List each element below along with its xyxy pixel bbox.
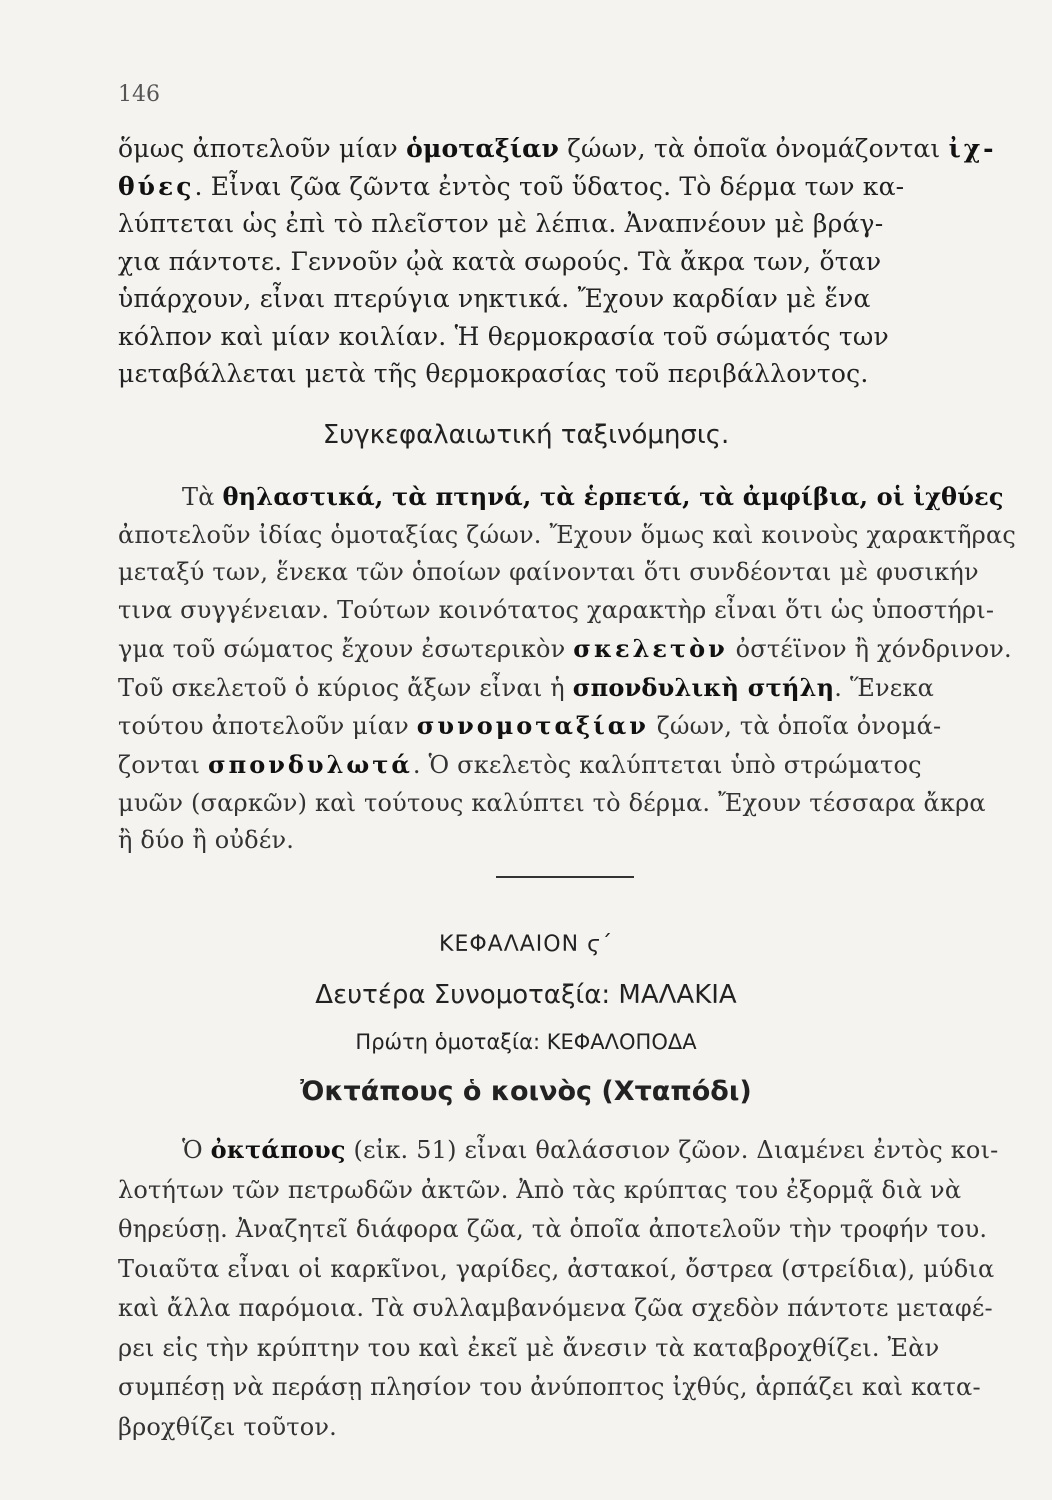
text-line: θηρεύσῃ. Ἀναζητεῖ διάφορα ζῶα, τὰ ὁποῖα ἀποτελοῦν τὴν τροφήν του.: [118, 1215, 988, 1243]
text-line: μυῶν (σαρκῶν) καὶ τούτους καλύπτει τὸ δέρμα. Ἔχουν τέσσαρα ἄκρα: [118, 788, 986, 817]
spaced-term: συνομοταξίαν: [416, 711, 649, 741]
spaced-term: σκελετὸν: [573, 633, 728, 663]
text-run: γμα τοῦ σώματος ἔχουν ἐσωτερικὸν: [118, 634, 574, 663]
text-line: ἢ δύο ἢ οὐδέν.: [118, 826, 295, 855]
paragraph-fish-description: [118, 130, 997, 393]
summary-heading: Συγκεφαλαιωτική ταξινόμησις.: [322, 420, 730, 450]
text-run: (εἰκ. 51) εἶναι θαλάσσιον ζῶον. Διαμένει ἐντὸς κοι-: [345, 1136, 999, 1164]
bold-term: ὀκτάπους: [210, 1135, 346, 1164]
text-line: συμπέσῃ νὰ περάσῃ πλησίον του ἀνύποπτος ἰχθύς, ἁρπάζει καὶ κατα-: [118, 1373, 981, 1401]
text-run: ζώων, τὰ ὁποῖα ὀνομάζονται: [559, 134, 949, 163]
text-run: ζώων, τὰ ὁποῖα ὀνομά-: [648, 712, 942, 741]
section-title: Ὀκτάπους ὁ κοινὸς (Χταπόδι): [300, 1076, 752, 1107]
text-line: [118, 478, 1004, 517]
text-line: ρει εἰς τὴν κρύπτην του καὶ ἐκεῖ μὲ ἄνεσιν τὰ καταβροχθίζει. Ἐὰν: [118, 1333, 940, 1362]
text-line: [118, 707, 990, 746]
text-run: Τὰ: [182, 483, 223, 511]
text-run: τούτου ἀποτελοῦν μίαν: [118, 712, 417, 741]
class-heading: Πρώτη ὁμοταξία: ΚΕΦΑΛΟΠΟΔΑ: [355, 1030, 697, 1054]
text-line: βροχθίζει τοῦτον.: [118, 1412, 337, 1441]
bold-term: σπονδυλικὴ στήλη: [572, 672, 835, 702]
chapter-heading: ΚΕΦΑΛΑΙΟΝ ϛ΄: [439, 932, 613, 957]
text-line: [118, 130, 997, 168]
text-line: κόλπον καὶ μίαν κοιλίαν. Ἡ θερμοκρασία τοῦ σώματός των: [118, 321, 889, 351]
text-line: λύπτεται ὡς ἐπὶ τὸ πλεῖστον μὲ λέπια. Ἀναπνέουν μὲ βράγ-: [118, 209, 884, 238]
paragraph-octopus: [118, 1130, 999, 1447]
text-run: ὅμως ἀποτελοῦν μίαν: [118, 134, 407, 163]
text-line: [118, 168, 990, 206]
text-line: ἀποτελοῦν ἰδίας ὁμοταξίας ζώων. Ἔχουν ὅμως καὶ κοινοὺς χαρακτῆρας: [118, 520, 1017, 549]
spaced-term: σπονδυλωτά: [207, 749, 413, 779]
text-line: καὶ ἄλλα παρόμοια. Τὰ συλλαμβανόμενα ζῶα σχεδὸν πάντοτε μεταφέ-: [118, 1294, 993, 1322]
text-line: μεταβάλλεται μετὰ τῆς θερμοκρασίας τοῦ περιβάλλοντος.: [118, 359, 869, 388]
text-line: λοτήτων τῶν πετρωδῶν ἀκτῶν. Ἀπὸ τὰς κρύπτας του ἐξορμᾷ διὰ νὰ: [118, 1175, 962, 1204]
bold-term: ὁμοταξίαν: [406, 134, 560, 163]
text-line: [118, 1130, 999, 1171]
spaced-term: ἰχ-: [948, 134, 997, 163]
text-line: χια πάντοτε. Γεννοῦν ᾠὰ κατὰ σωρούς. Τὰ ἄκρα των, ὅταν: [118, 246, 882, 276]
text-run: Ὁ: [182, 1136, 211, 1164]
spaced-term: θύες: [118, 171, 195, 201]
text-run: . Ἕνεκα: [834, 673, 935, 702]
text-run: ζονται: [118, 750, 208, 779]
text-line: [118, 630, 1012, 669]
text-line: μεταξύ των, ἕνεκα τῶν ὁποίων φαίνονται ὅτι συνδέονται μὲ φυσικήν: [118, 558, 979, 587]
subphylum-heading: Δευτέρα Συνομοταξία: ΜΑΛΑΚΙΑ: [315, 980, 737, 1010]
page-number: 146: [118, 82, 160, 107]
text-run: . Εἶναι ζῶα ζῶντα ἐντὸς τοῦ ὕδατος. Τὸ δέρμα των κα-: [194, 171, 905, 201]
text-run: . Ὁ σκελετὸς καλύπτεται ὑπὸ στρώματος: [412, 750, 922, 779]
text-line: ὑπάρχουν, εἶναι πτερύγια νηκτικά. Ἔχουν καρδίαν μὲ ἕνα: [118, 284, 871, 313]
section-divider: [496, 876, 634, 878]
bold-term: θηλαστικά, τὰ πτηνά, τὰ ἑρπετά, τὰ ἀμφίβια, οἱ ἰχθύες: [222, 482, 1004, 511]
paragraph-classification: [118, 478, 1017, 860]
text-line: [118, 746, 990, 785]
text-line: [118, 669, 990, 708]
text-line: τινα συγγένειαν. Τούτων κοινότατος χαρακτὴρ εἶναι ὅτι ὡς ὑποστήρι-: [118, 596, 995, 625]
text-run: ὀστέϊνον ἢ χόνδρινον.: [727, 634, 1012, 663]
text-run: Τοῦ σκελετοῦ ὁ κύριος ἄξων εἶναι ἡ: [118, 673, 573, 702]
text-line: Τοιαῦτα εἶναι οἱ καρκῖνοι, γαρίδες, ἀστακοί, ὄστρεα (στρείδια), μύδια: [118, 1254, 995, 1283]
